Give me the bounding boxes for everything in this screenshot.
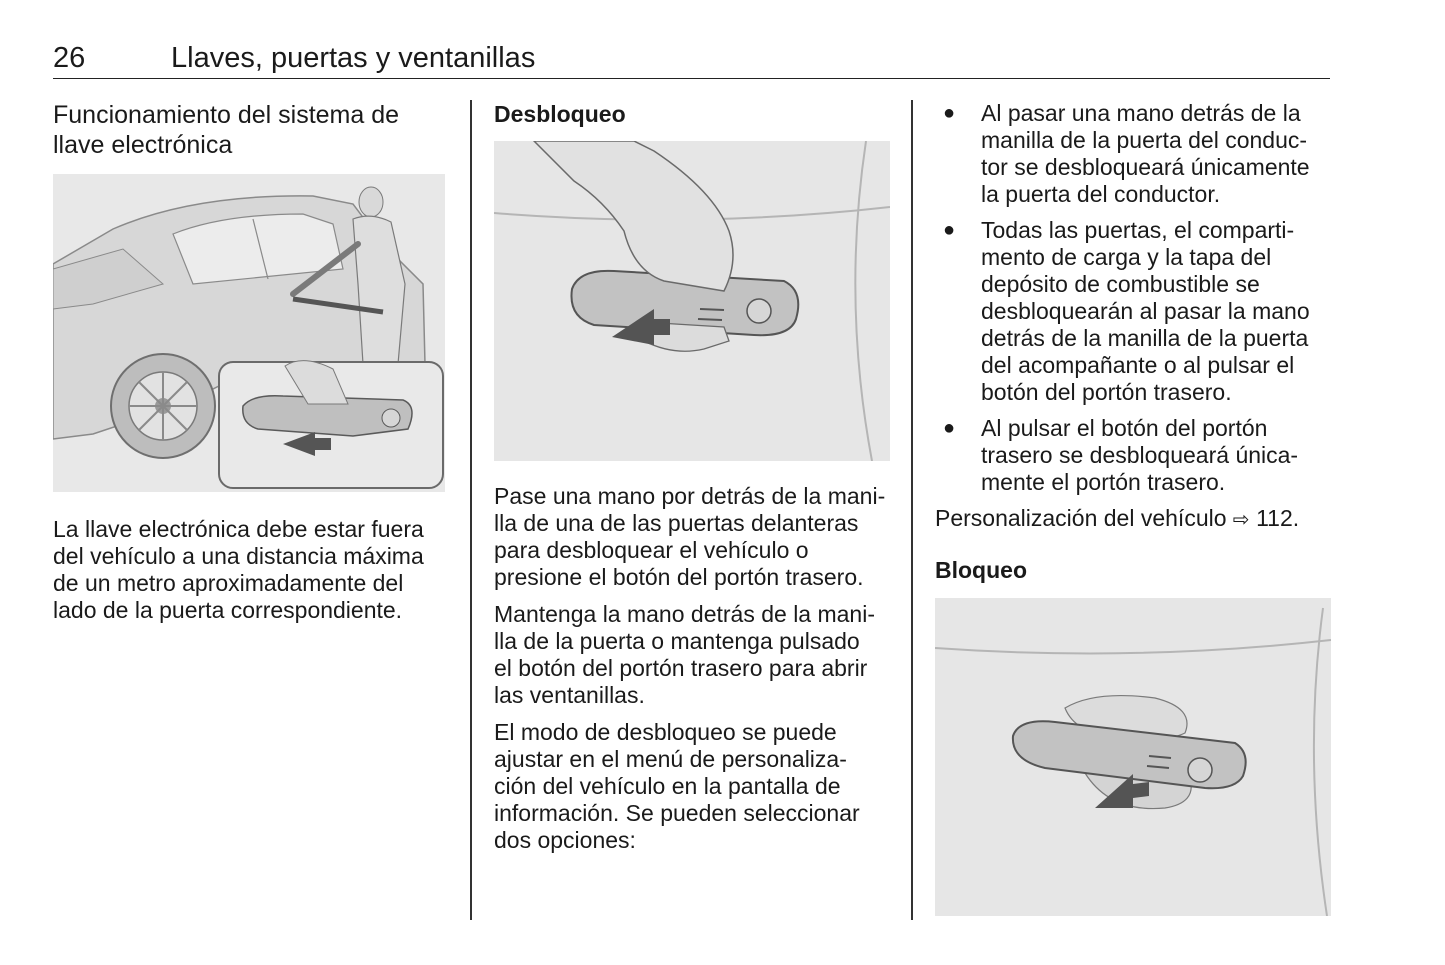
- column-2: [494, 100, 890, 864]
- section-title-line: Funcionamiento del sistema de: [53, 101, 400, 129]
- section-title-line: llave electrónica: [53, 131, 233, 159]
- bullet-icon: ●: [943, 102, 956, 124]
- text-line: Al pulsar el botón del portón: [981, 415, 1268, 441]
- text-line: lla de la puerta o mantenga pulsado: [494, 628, 860, 654]
- column-divider: [470, 100, 472, 920]
- text-line: lla de una de las puertas delanteras: [494, 510, 859, 536]
- text-line: manilla de la puerta del conduc-: [981, 127, 1308, 153]
- section-heading-bloqueo: Bloqueo: [935, 557, 1027, 583]
- column-1: [53, 100, 445, 634]
- section-heading-desbloqueo: Desbloqueo: [494, 101, 626, 127]
- text-line: ajustar en el menú de personaliza-: [494, 746, 847, 772]
- text-line: de un metro aproximadamente del: [53, 570, 404, 596]
- chapter-title: Llaves, puertas y ventanillas: [171, 42, 536, 74]
- text-line: detrás de la manilla de la puerta: [981, 325, 1309, 351]
- text-line: información. Se pueden seleccionar: [494, 800, 860, 826]
- door-handle-unlock-illustration: [494, 141, 890, 461]
- text-line: desbloquearán al pasar la mano: [981, 298, 1310, 324]
- text-line: para desbloquear el vehículo o: [494, 537, 809, 563]
- column-3: [935, 100, 1331, 916]
- bullet-icon: ●: [943, 417, 956, 439]
- door-handle-lock-illustration: [935, 598, 1331, 916]
- text-line: lado de la puerta correspondiente.: [53, 597, 403, 623]
- paragraph: [494, 719, 890, 854]
- xref-page[interactable]: 112.: [1256, 505, 1300, 531]
- text-line: El modo de desbloqueo se puede: [494, 719, 837, 745]
- text-line: trasero se desbloqueará única-: [981, 442, 1299, 468]
- text-line: La llave electrónica debe estar fuera: [53, 516, 424, 542]
- text-line: la puerta del conductor.: [981, 181, 1221, 207]
- cross-reference: [935, 505, 1331, 534]
- text-line: Mantenga la mano detrás de la mani-: [494, 601, 875, 627]
- text-line: presione el botón del portón trasero.: [494, 564, 864, 590]
- text-line: ción del vehículo en la pantalla de: [494, 773, 841, 799]
- text-line: Pase una mano por detrás de la mani-: [494, 483, 886, 509]
- paragraph: [494, 601, 890, 709]
- list-item: [935, 100, 1331, 208]
- text-line: botón del portón trasero.: [981, 379, 1232, 405]
- page-number: 26: [53, 42, 86, 74]
- bullet-icon: ●: [943, 219, 956, 241]
- text-line: mente el portón trasero.: [981, 469, 1226, 495]
- column-divider: [911, 100, 913, 920]
- paragraph: [53, 516, 445, 624]
- text-line: del vehículo a una distancia máxima: [53, 543, 424, 569]
- text-line: mento de carga y la tapa del: [981, 244, 1272, 270]
- list-item: [935, 217, 1331, 406]
- text-line: del acompañante o al pulsar el: [981, 352, 1295, 378]
- text-line: las ventanillas.: [494, 682, 645, 708]
- section-title: [53, 100, 445, 160]
- paragraph: [494, 483, 890, 591]
- text-line: Todas las puertas, el comparti-: [981, 217, 1295, 243]
- text-line: depósito de combustible se: [981, 271, 1260, 297]
- page-header: [53, 40, 1330, 79]
- car-keyless-entry-illustration: [53, 174, 445, 492]
- bullet-list: [935, 100, 1331, 496]
- text-line: dos opciones:: [494, 827, 636, 853]
- text-line: Al pasar una mano detrás de la: [981, 100, 1301, 126]
- list-item: [935, 415, 1331, 496]
- arrow-right-icon: ⇨: [1232, 509, 1250, 531]
- xref-text: Personalización del vehículo: [935, 505, 1227, 531]
- text-line: el botón del portón trasero para abrir: [494, 655, 868, 681]
- text-line: tor se desbloqueará únicamente: [981, 154, 1310, 180]
